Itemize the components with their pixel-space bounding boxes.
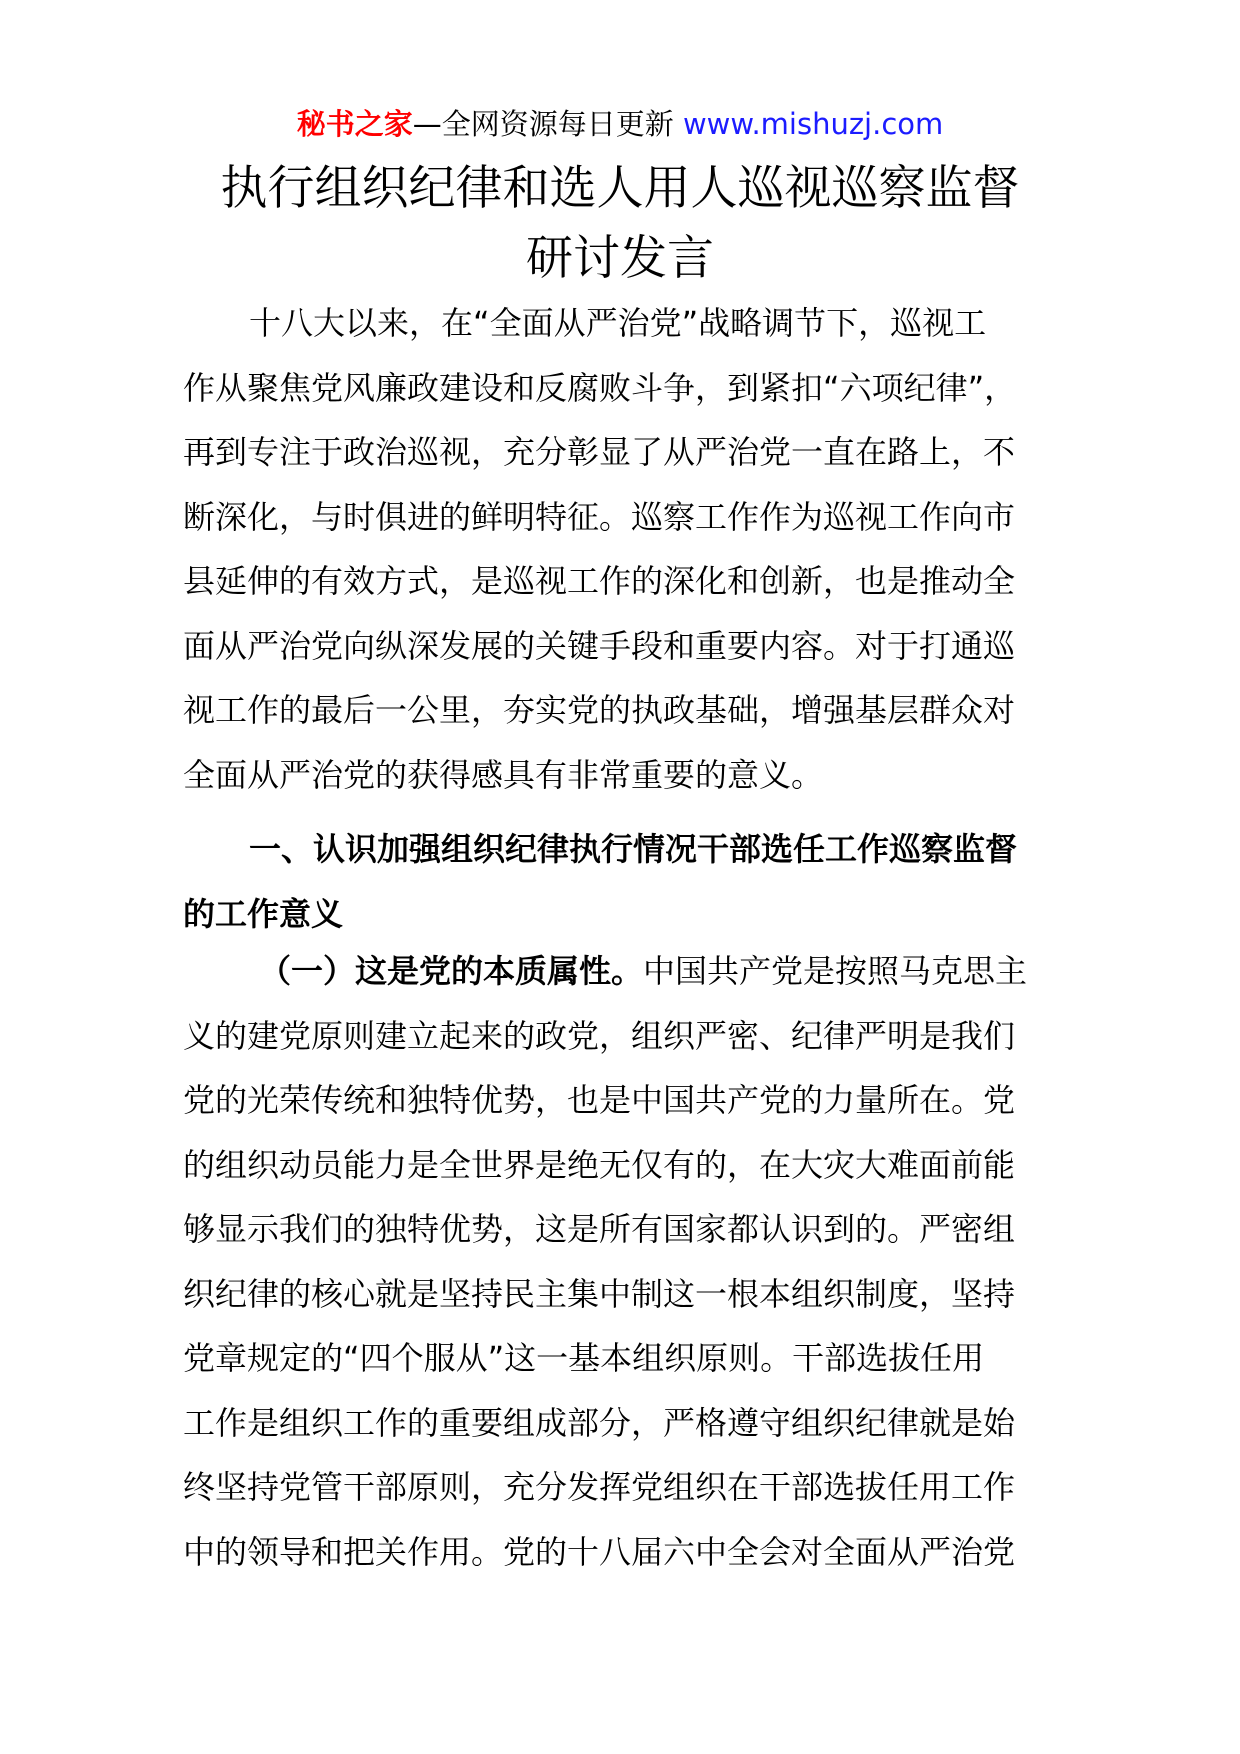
text-line: 断深化，与时俱进的鲜明特征。巡察工作作为巡视工作向市 [183, 497, 1016, 536]
document-title-line-2: 研讨发言 [526, 231, 714, 286]
text-line: 的组织动员能力是全世界是绝无仅有的，在大灾大难面前能 [183, 1145, 1016, 1184]
heading-line: 的工作意义 [183, 894, 344, 933]
subsection-title: （一）这是党的本质属性。 [259, 952, 644, 990]
document-title-line-1: 执行组织纪律和选人用人巡视巡察监督 [220, 161, 1020, 216]
text-line: 党的光荣传统和独特优势，也是中国共产党的力量所在。党 [183, 1081, 1016, 1119]
text-line: 全面从严治党的获得感具有非常重要的意义。 [183, 755, 824, 794]
intro-paragraph [183, 291, 1063, 807]
text-line: 工作是组织工作的重要组成部分，严格遵守组织纪律就是始 [183, 1403, 1016, 1442]
text-line: 再到专注于政治巡视，充分彰显了从严治党一直在路上，不 [183, 433, 1016, 471]
section-heading [183, 817, 1063, 946]
brand-name: 秘书之家 [296, 107, 413, 141]
heading-line: 一、认识加强组织纪律执行情况干部选任工作巡察监督 [249, 830, 1018, 868]
text-line: 十八大以来，在“全面从严治党”战略调节下，巡视工 [249, 304, 987, 342]
subsection-text: 中国共产党是按照马克思主 [643, 952, 1028, 990]
text-line: 义的建党原则建立起来的政党，组织严密、纪律严明是我们 [183, 1016, 1016, 1055]
text-line: 面从严治党向纵深发展的关键手段和重要内容。对于打通巡 [183, 626, 1016, 665]
text-line: 够显示我们的独特优势，这是所有国家都认识到的。严密组 [183, 1210, 1016, 1248]
text-line: 终坚持党管干部原则，充分发挥党组织在干部选拔任用工作 [183, 1468, 1016, 1506]
subsection-paragraph [183, 939, 1063, 1584]
text-line: 中的领导和把关作用。党的十八届六中全会对全面从严治党 [183, 1532, 1016, 1571]
text-line: 党章规定的“四个服从”这一基本组织原则。干部选拔任用 [183, 1339, 985, 1377]
header-tagline: —全网资源每日更新 [412, 107, 674, 141]
text-line: 织纪律的核心就是坚持民主集中制这一根本组织制度，坚持 [183, 1274, 1016, 1313]
site-url-link[interactable]: www.mishuzj.com [682, 107, 944, 141]
text-line: 视工作的最后一公里，夯实党的执政基础，增强基层群众对 [183, 691, 1016, 729]
text-line: 县延伸的有效方式，是巡视工作的深化和创新，也是推动全 [183, 562, 1016, 600]
text-line: 作从聚焦党风廉政建设和反腐败斗争，到紧扣“六项纪律”， [183, 368, 1017, 407]
text-line [183, 939, 1063, 1004]
site-header [0, 100, 1240, 148]
